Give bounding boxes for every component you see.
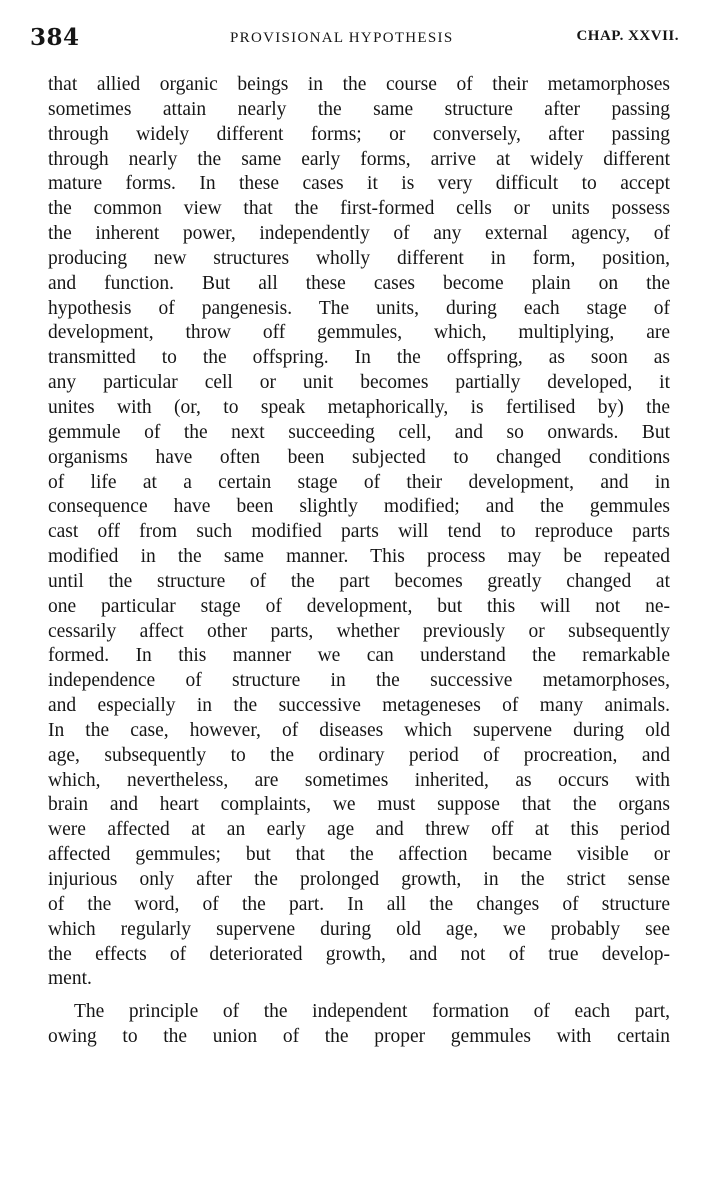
paragraph-gap	[48, 992, 670, 1000]
text-line: consequence have been slightly modified; and the gemmules	[48, 496, 670, 518]
text-line: sometimes attain nearly the same structure after passing	[48, 98, 670, 120]
page-header	[30, 24, 679, 54]
text-line: through nearly the same early forms, arrive at widely different	[48, 148, 670, 170]
text-line: transmitted to the offspring. In the offspring, as soon as	[48, 347, 670, 369]
text-line: the effects of deteriorated growth, and not of true develop-	[48, 943, 670, 965]
text-line: which regularly supervene during old age, we probably see	[48, 918, 670, 940]
text-line: injurious only after the prolonged growth, in the strict sense	[48, 869, 670, 890]
text-line: of life at a certain stage of their development, and in	[48, 471, 670, 493]
text-line: hypothesis of pangenesis. The units, during each stage of	[48, 297, 670, 319]
chapter-reference: CHAP. XXVII.	[576, 28, 679, 44]
text-line: that allied organic beings in the course of their metamorphoses	[48, 74, 670, 95]
text-line: modified in the same manner. This process may be repeated	[48, 546, 670, 568]
text-line: mature forms. In these cases it is very difficult to accept	[48, 173, 670, 195]
text-line: age, subsequently to the ordinary period of procreation, and	[48, 744, 670, 766]
text-line: organisms have often been subjected to changed conditions	[48, 446, 670, 468]
text-line: were affected at an early age and threw off at this period	[48, 819, 670, 841]
page-number: 384	[30, 24, 80, 51]
text-line: The principle of the independent formation of each part,	[74, 1001, 670, 1023]
body-text	[48, 73, 670, 1050]
text-line: any particular cell or unit becomes partially developed, it	[48, 372, 670, 394]
text-line: cast off from such modified parts will tend to reproduce parts	[48, 521, 670, 543]
text-line: independence of structure in the successive metamorphoses,	[48, 670, 670, 692]
text-line: and function. But all these cases become plain on the	[48, 272, 670, 294]
text-line: cessarily affect other parts, whether previously or subsequently	[48, 620, 670, 642]
text-line: the inherent power, independently of any external agency, of	[48, 223, 670, 245]
running-title: PROVISIONAL HYPOTHESIS	[230, 30, 454, 46]
text-line: affected gemmules; but that the affection became visible or	[48, 844, 670, 866]
text-line: one particular stage of development, but this will not ne-	[48, 595, 670, 617]
paragraph	[48, 73, 670, 992]
text-line: and especially in the successive metageneses of many animals.	[48, 695, 670, 717]
text-line: owing to the union of the proper gemmules with certain	[48, 1026, 670, 1048]
text-line: ment.	[48, 968, 92, 990]
text-line: In the case, however, of diseases which supervene during old	[48, 719, 670, 741]
text-line: development, throw off gemmules, which, multiplying, are	[48, 322, 670, 344]
text-line: producing new structures wholly different in form, position,	[48, 247, 670, 269]
text-line: formed. In this manner we can understand the remarkable	[48, 645, 670, 667]
text-line: through widely different forms; or conversely, after passing	[48, 123, 670, 145]
text-line: unites with (or, to speak metaphorically, is fertilised by) the	[48, 396, 670, 418]
text-line: brain and heart complaints, we must suppose that the organs	[48, 794, 670, 816]
text-line: of the word, of the part. In all the changes of structure	[48, 893, 670, 915]
text-line: which, nevertheless, are sometimes inherited, as occurs with	[48, 769, 670, 791]
text-line: gemmule of the next succeeding cell, and so onwards. But	[48, 421, 670, 443]
paragraph	[48, 1000, 670, 1050]
text-line: until the structure of the part becomes greatly changed at	[48, 570, 670, 592]
text-line: the common view that the first-formed cells or units possess	[48, 198, 670, 220]
